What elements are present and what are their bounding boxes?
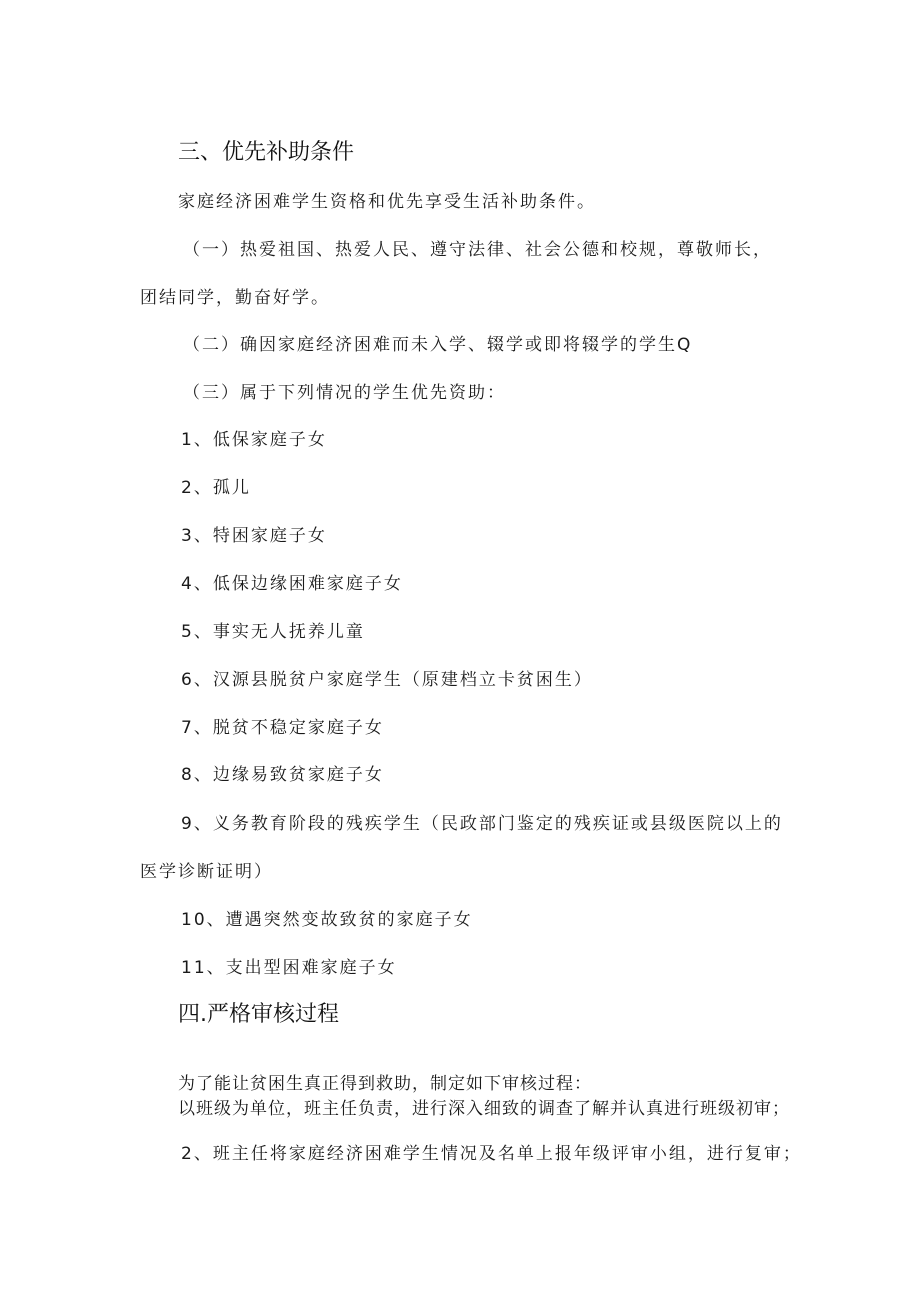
- list-item-8: 8、边缘易致贫家庭子女: [181, 765, 384, 785]
- list-item-3: 3、特困家庭子女: [181, 526, 327, 546]
- condition-2: （二）确因家庭经济困难而未入学、辍学或即将辍学的学生Q: [183, 335, 693, 355]
- list-item-2: 2、孤儿: [181, 478, 251, 498]
- list-item-9-line-2: 医学诊断证明）: [140, 862, 273, 882]
- condition-1-line-1: （一）热爱祖国、热爱人民、遵守法律、社会公德和校规，尊敬师长，: [183, 240, 772, 260]
- section-3-heading: 三、优先补助条件: [178, 140, 355, 165]
- section-4-intro: 为了能让贫困生真正得到救助，制定如下审核过程：: [178, 1074, 592, 1094]
- list-item-4: 4、低保边缘困难家庭子女: [181, 574, 403, 594]
- review-step-1: 以班级为单位，班主任负责，进行深入细致的调查了解并认真进行班级初审；: [178, 1099, 790, 1119]
- list-item-1: 1、低保家庭子女: [181, 430, 327, 450]
- section-4-heading: 四.严格审核过程: [178, 1002, 339, 1027]
- list-item-6: 6、汉源县脱贫户家庭学生（原建档立卡贫困生）: [181, 670, 593, 690]
- list-item-10: 10、遭遇突然变故致贫的家庭子女: [181, 910, 473, 930]
- list-item-9-line-1: 9、义务教育阶段的残疾学生（民政部门鉴定的残疾证或县级医院以上的: [181, 814, 783, 834]
- condition-1-line-2: 团结同学，勤奋好学。: [140, 288, 330, 308]
- list-item-11: 11、支出型困难家庭子女: [181, 958, 397, 978]
- list-item-7: 7、脱贫不稳定家庭子女: [181, 718, 384, 738]
- section-3-intro: 家庭经济困难学生资格和优先享受生活补助条件。: [178, 192, 596, 212]
- review-step-2: 2、班主任将家庭经济困难学生情况及名单上报年级评审小组，进行复审；: [181, 1144, 802, 1164]
- condition-3: （三）属于下列情况的学生优先资助：: [183, 383, 506, 403]
- list-item-5: 5、事实无人抚养儿童: [181, 622, 365, 642]
